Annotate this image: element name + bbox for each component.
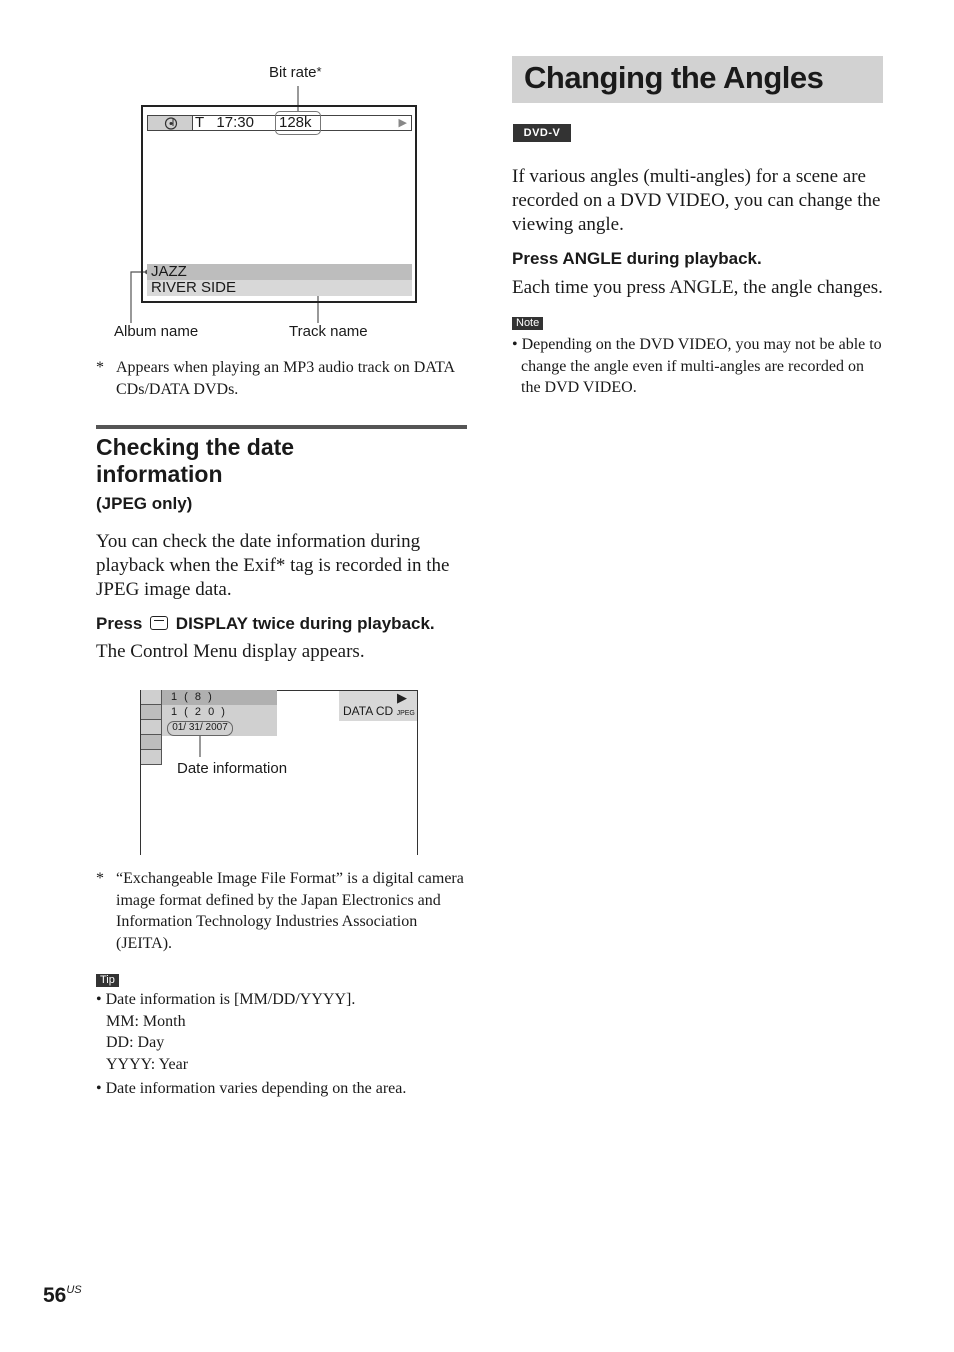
track-name-caption: Track name	[289, 323, 368, 340]
album-name-caption: Album name	[114, 323, 199, 340]
section-heading: Checking the date information	[96, 434, 295, 487]
file-count: 1 ( 2 0 )	[162, 705, 277, 720]
play-icon: ▶	[398, 117, 407, 129]
play-icon-2: ▶	[397, 690, 407, 705]
display-step-instruction: Press DISPLAY twice during playback.	[96, 614, 435, 633]
control-menu-result: The Control Menu display appears.	[96, 641, 365, 662]
tip-badge: Tip	[96, 974, 119, 987]
date-value: 01/ 31/ 2007	[167, 721, 233, 736]
folder-count: 1 ( 8 )	[162, 690, 277, 705]
page-number: $56^{US}$	[43, 1284, 82, 1307]
date-intro-paragraph: You can check the date information during playback when the Exif* tag is recorded in the JPEG image data.	[96, 531, 450, 600]
bitrate-caption: Bit rate*	[269, 64, 322, 81]
dvd-v-badge: DVD-V	[513, 124, 571, 142]
track-name-row: RIVER SIDE	[147, 280, 412, 296]
bitrate-value: 128k	[279, 114, 312, 131]
note-badge: Note	[512, 317, 543, 330]
track-time: T 17:30	[195, 114, 254, 131]
angles-intro-paragraph: If various angles (multi-angles) for a scene are recorded on a DVD VIDEO, you can change the viewing angle.	[512, 166, 881, 235]
angle-result: Each time you press ANGLE, the angle changes.	[512, 277, 883, 298]
date-information-caption: Date information	[177, 760, 288, 777]
note-text: • Depending on the DVD VIDEO, you may not be able to change the angle even if multi-angles are recorded on the DVD VIDEO.	[512, 336, 882, 396]
album-name-row: JAZZ	[147, 264, 412, 280]
footnote-bitrate: * Appears when playing an MP3 audio track on DATA CDs/DATA DVDs.	[96, 359, 455, 398]
footnote-exif: * “Exchangeable Image File Format” is a digital camera image format defined by the Japan Electronics and Information Technology Industries Association (JEITA).	[96, 870, 464, 952]
tip-list: • Date information is [MM/DD/YYYY]. MM: Month DD: Day YYYY: Year • Date information varies depending on the area.	[96, 991, 407, 1097]
media-type: DATA CD JPEG	[343, 704, 415, 718]
angle-step-instruction: Press ANGLE during playback.	[512, 249, 762, 268]
chapter-title: Changing the Angles	[524, 60, 824, 95]
section-subheading: (JPEG only)	[96, 494, 193, 513]
